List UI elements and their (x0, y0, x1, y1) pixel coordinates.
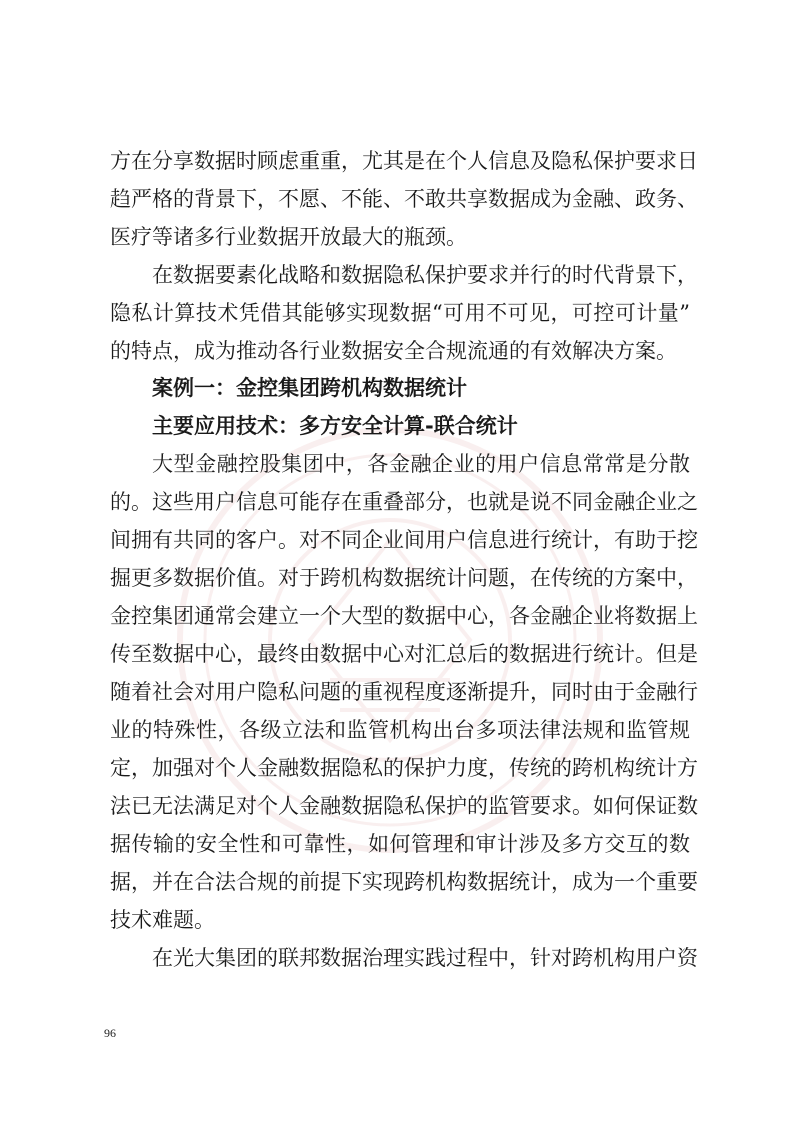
technology-heading: 主要应用技术：多方安全计算-联合统计 (152, 414, 518, 438)
body-line: 在数据要素化战略和数据隐私保护要求并行的时代背景下， (152, 263, 698, 287)
case-heading: 案例一：金控集团跨机构数据统计 (152, 376, 467, 400)
body-line: 据，并在合法合规的前提下实现跨机构数据统计，成为一个重要 (110, 870, 698, 894)
body-line: 技术难题。 (110, 908, 215, 932)
body-line: 定，加强对个人金融数据隐私的保护力度，传统的跨机构统计方 (110, 756, 698, 780)
body-line: 的。这些用户信息可能存在重叠部分，也就是说不同金融企业之 (110, 490, 698, 514)
body-line: 传至数据中心，最终由数据中心对汇总后的数据进行统计。但是 (110, 642, 698, 666)
body-line: 据传输的安全性和可靠性，如何管理和审计涉及多方交互的数 (110, 832, 690, 856)
body-line: 的特点，成为推动各行业数据安全合规流通的有效解决方案。 (110, 339, 677, 363)
body-line: 掘更多数据价值。对于跨机构数据统计问题，在传统的方案中， (110, 566, 698, 590)
body-line: 在光大集团的联邦数据治理实践过程中，针对跨机构用户资 (152, 946, 698, 970)
body-line: 大型金融控股集团中，各金融企业的用户信息常常是分散 (152, 452, 690, 476)
body-line: 金控集团通常会建立一个大型的数据中心，各金融企业将数据上 (110, 604, 698, 628)
body-line: 业的特殊性，各级立法和监管机构出台多项法律法规和监管规 (110, 718, 690, 742)
body-line: 法已无法满足对个人金融数据隐私保护的监管要求。如何保证数 (110, 794, 698, 818)
body-line: 隐私计算技术凭借其能够实现数据“可用不可见，可控可计量” (110, 301, 690, 325)
body-line: 间拥有共同的客户。对不同企业间用户信息进行统计，有助于挖 (110, 528, 698, 552)
page-number: 96 (104, 1026, 116, 1040)
body-line: 随着社会对用户隐私问题的重视程度逐渐提升，同时由于金融行 (110, 680, 698, 704)
body-line: 方在分享数据时顾虑重重，尤其是在个人信息及隐私保护要求日 (110, 149, 698, 173)
body-line: 趋严格的背景下，不愿、不能、不敢共享数据成为金融、政务、 (110, 187, 698, 211)
body-line: 医疗等诸多行业数据开放最大的瓶颈。 (110, 225, 467, 249)
